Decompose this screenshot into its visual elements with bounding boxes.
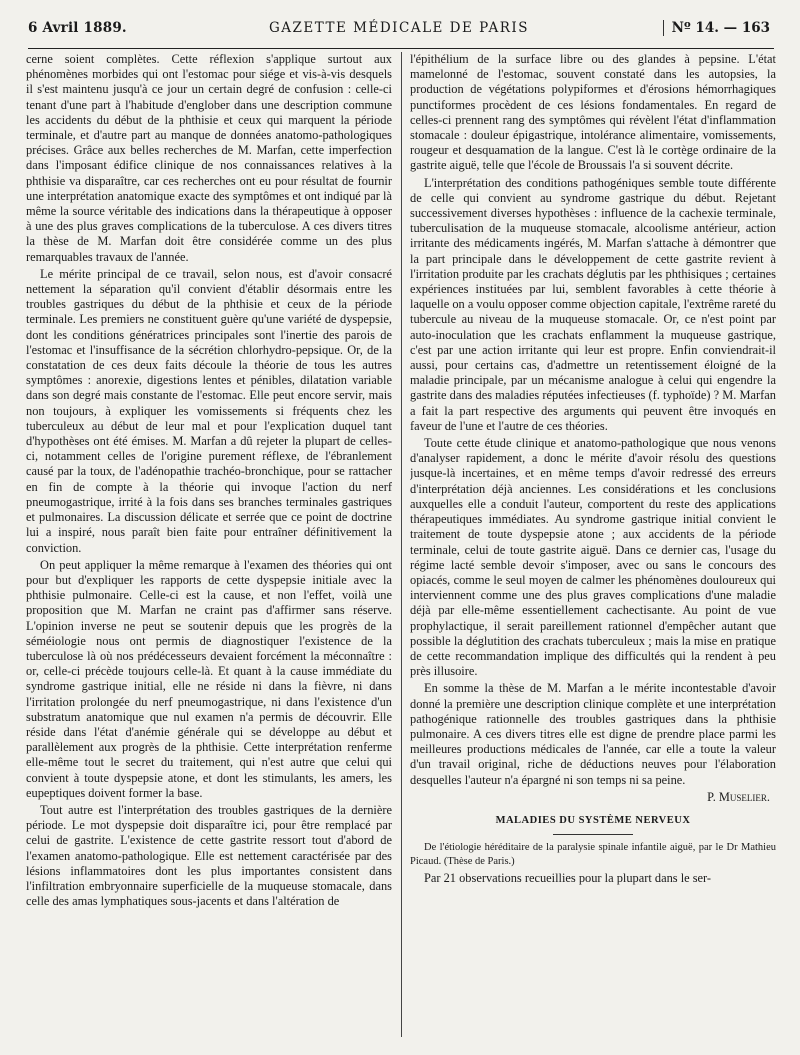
paragraph: Par 21 observations recueillies pour la plupart dans le ser-: [424, 871, 712, 886]
paragraph: En somme la thèse de M. Marfan a le mérite incontestable d'avoir donné la première une description clinique complète et une interprétation pathogénique rationnelle des troubles gastriques dans la phthisie pulmonaire. A ces divers titres elle est digne de prendre place parmi les meilleures productions médicales de l'année, car elle a toute la valeur d'un travail original, riche de déductions neuves pour l'élaboration desquelles l'auteur n'a épargné ni son temps ni sa peine.: [410, 681, 776, 787]
paragraph: l'épithélium de la surface libre ou des glandes à pepsine. L'état mamelonné de l'estomac, souvent constaté dans les autopsies, la production de végétations polypiformes et d'érosions hémorrhagiques punctiformes procèdent de ces lésions fondamentales. En regard de celles-ci prennent rang des symptômes qui révèlent l'état d'inflammation stomacale : douleur épigastrique, intolérance alimentaire, vomissements, rougeur et desquamation de la langue. C'est là le cortège ordinaire de la gastrite aiguë, telle que l'école de Broussais l'a si souvent décrite.: [410, 52, 776, 173]
header-rule: [28, 48, 774, 49]
paragraph: On peut appliquer la même remarque à l'examen des théories qui ont pour but d'expliquer les rapports de cette dyspepsie initiale avec la phthisie pulmonaire. Celle-ci est la cause, et non l'effet, voilà une proposition que M. Marfan ne craint pas d'affirmer sans réserve. L'opinion inverse ne peut se soutenir depuis que les progrès de la séméiologie nous ont permis de diagnostiquer l'existence de la tuberculose là où nos prédécesseurs devaient forcément la méconnaître : or, celle-ci précède toujours celle-là. Et quant à la cause immédiate du syndrome gastrique initial, elle ne réside ni dans la fièvre, ni dans l'irritation prolongée du nerf pneumogastrique, ni dans l'existence d'un substratum anatomique que nul examen n'a permis de découvrir. Elle réside dans l'état d'anémie générale qui se développe au début et parallèlement aux progrès de la phthisie. Cette interprétation renferme elle-même tout le secret du traitement, qui n'est autre que celui qui convient à toute dyspepsie atone, et dont les stimulants, les amers, les eupeptiques doivent former la base.: [26, 557, 392, 800]
left-column: [26, 52, 392, 1047]
paragraph: L'interprétation des conditions pathogéniques semble toute différente de celle qui convient au syndrome gastrique du début. Rejetant successivement diverses hypothèses : influence de la cachexie terminale, tuberculisation de la muqueuse stomacale, alcoolisme antérieur, action irritante des médicaments ingérés, M. Marfan s'attache à démontrer que la part principale dans le développement de cette gastrite revient à l'irritation produite par les crachats déglutis par les phthisiques ; certaines expériences instituées par lui, semblent favorables à cette théorie à laquelle on a voulu opposer comme objection capitale, l'extrême rareté du tubercule au niveau de la muqueuse stomacale. Or, ce n'est point par auto-inoculation que les crachats enflamment la muqueuse gastrique, c'est par une action irritante qui leur est propre. Enfin conviendrait-il aussi, pour certains cas, d'admettre un retentissement éloigné de la maladie principale, par un mécanisme analogue à celui qui engendre la gastrite dans des maladies réputées infectieuses (f. typhoïde) ? M. Marfan a fait la part respective des arguments qui peuvent être invoqués en faveur de l'une et l'autre de ces théories.: [410, 175, 776, 433]
paragraph: Le mérite principal de ce travail, selon nous, est d'avoir consacré nettement la séparation qu'il convient d'établir désormais entre les troubles gastriques du début de la phthisie et ceux de la période terminale. Les premiers ne constituent guère qu'une variété de dyspepsie, dont les conditions génératrices principales sont l'inertie des parois de l'estomac et l'insuffisance de la sécrétion chlorhydro-pepsique. Or, de la constatation de ces deux faits découle la théorie de tous les autres symptômes : anorexie, digestions lentes et pénibles, dilatation variable dans son degré mais constante de l'estomac. Elle peut encore servir, mais non toujours, à expliquer les vomissements si fréquents chez les tuberculeux au début de leur mal et pour l'explication duquel tant d'hypothèses ont été émises. M. Marfan a dû rejeter la plupart de celles-ci, notamment celles de l'origine purement réflexe, de l'ébranlement causé par la toux, de l'adénopathie trachéo-bronchique, pour se rattacher en fin de compte à la théorie qui invoque l'action du nerf pneumogastrique, irrité à la fois dans ses branches terminales gastriques et pulmonaires. La discussion délicate et serrée que ce point de doctrine lui a inspiré, nous paraît bien faite pour entraîner définitivement la conviction.: [26, 266, 392, 555]
paragraph: Tout autre est l'interprétation des troubles gastriques de la dernière période. Le mot dyspepsie doit disparaître ici, pour être remplacé par celui de gastrite. L'existence de cette gastrite ressort tout d'abord de l'examen anatomo-pathologique. Elle est nettement caractérisée par des lésions inflammatoires dont les plus importantes consistent dans l'infiltration embryonnaire superficielle de la muqueuse stomacale, dans celle des amas lymphatiques sous-jacents et dans l'altération de: [26, 802, 392, 909]
right-column: [410, 52, 776, 1047]
page-header: [28, 14, 770, 44]
section-title: MALADIES DU SYSTÈME NERVEUX: [495, 814, 691, 826]
issue-date: 6 Avril 1889.: [28, 20, 127, 36]
author-signature: P. Muselier.: [707, 789, 770, 804]
journal-title: GAZETTE MÉDICALE DE PARIS: [268, 20, 529, 36]
section-rule: [553, 834, 633, 835]
article-title: De l'étiologie héréditaire de la paralysie spinale infantile aiguë, par le Dr Mathieu Picaud. (Thèse de Paris.): [410, 842, 776, 868]
column-divider: [401, 52, 402, 1037]
paragraph: cerne soient complètes. Cette réflexion s'applique surtout aux phénomènes morbides qui ont l'estomac pour siége et vis-à-vis desquels il s'est maintenu jusqu'à ce jour un certain degré de confusion : celle-ci tenant d'une part à l'habitude d'englober dans une description commune les accidents du début de la phthisie et ceux qui marquent la période terminale, et d'autre part au manque de données anatomo-pathologiques précises. Grâce aux belles recherches de M. Marfan, cette imperfection dans l'imposant édifice clinique de nos connaissances relatives à la phthisie va disparaître, car ces recherches ont eu pour résultat de fournir une interprétation anatomique exacte des symptômes et ont indiqué par là même la source véritable des indications dans la thérapeutique à opposer à une des plus graves complications de la tuberculose. A ces divers titres la thèse de M. Marfan doit être considérée comme un des plus remarquables travaux de l'année.: [26, 52, 392, 264]
page-number: Nº 14. — 163: [663, 20, 770, 36]
paragraph: Toute cette étude clinique et anatomo-pathologique que nous venons d'analyser rapidement, a donc le mérite d'avoir résolu des questions jusque-là incertaines, et en même temps d'avoir redressé des erreurs d'interprétation déjà anciennes. Les considérations et les conclusions auxquelles elle a conduit l'auteur, comportent du reste des applications thérapeutiques immédiates. Au syndrome gastrique initial convient le traitement de toute dyspepsie atone ; aux accidents de la période terminale, celui de toute gastrite aiguë. Dans ce dernier cas, l'usage du régime lacté semble devoir s'imposer, avec ou sans le concours des opiacés, comme le seul moyen de calmer les phénomènes douloureux qui interviennent comme une des plus graves complications d'une maladie déjà par elle-même essentiellement cachectisante. Au point de vue prophylactique, il serait pareillement rationnel d'empêcher autant que possible la déglutition des crachats tuberculeux ; mais la mise en pratique de cette recommandation implique des difficultés qui la rendent à peu près illusoire.: [410, 436, 776, 679]
